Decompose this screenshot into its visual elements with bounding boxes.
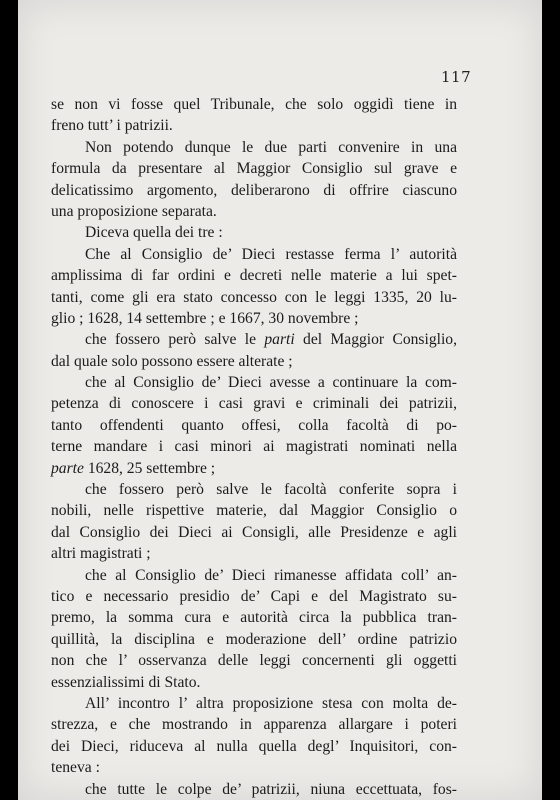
text-line: [51, 393, 457, 414]
text-line-main: che al Consiglio de’ Dieci rimanesse affidata coll’ an-: [85, 566, 457, 584]
text-line-main: premo, la somma cura e autorità circa la pubblica tran-: [51, 609, 457, 627]
body-text: [51, 94, 457, 800]
text-line-main: che fossero però salve le facoltà conferite sopra i: [85, 481, 457, 499]
text-line: [51, 500, 457, 521]
italic-term: parte: [51, 459, 84, 477]
text-line-main: strezza, e che mostrando in apparenza allargare i poteri: [51, 716, 457, 734]
text-line-main: una proposizione separata.: [51, 202, 217, 220]
text-line-main: delicatissimo argomento, deliberarono di offrire ciascuno: [51, 181, 457, 199]
page-number: 117: [441, 68, 472, 86]
text-line-main: che tutte le colpe de’ patrizii, niuna eccettuata, fos-: [85, 780, 457, 798]
text-line: [51, 672, 457, 693]
text-line: [51, 180, 457, 201]
text-line: [51, 757, 457, 778]
text-line: [51, 308, 457, 329]
text-line-main: dei Dieci, riduceva al nulla quella degl’ Inquisitori, con-: [51, 737, 457, 755]
text-line-main: teneva :: [51, 759, 100, 777]
text-line-main: tanti, come gli era stato concesso con le leggi 1335, 20 lu-: [51, 288, 457, 306]
text-line-main: terne mandare i casi minori ai magistrati nominati nella: [51, 438, 457, 456]
text-line-main: essenzialissimi di Stato.: [51, 673, 201, 691]
text-line-main: amplissima di far ordini e decreti nelle materie a lui spet-: [51, 267, 457, 285]
text-line: [51, 736, 457, 757]
text-line-main: Diceva quella dei tre :: [85, 224, 223, 242]
text-line-main: Non potendo dunque le due parti convenire in una: [85, 138, 457, 156]
book-page: [18, 0, 542, 800]
text-line-main: altri magistrati ;: [51, 545, 151, 563]
text-line-main: tico e necessario presidio de’ Capi e del Magistrato su-: [51, 587, 457, 605]
text-line: [51, 329, 457, 350]
text-line: [51, 244, 457, 265]
text-line: [51, 137, 457, 158]
text-line: [51, 158, 457, 179]
scan-edge-shadow: [0, 0, 6, 800]
text-line: [51, 629, 457, 650]
text-line: [51, 479, 457, 500]
text-line: [51, 94, 457, 115]
text-line: [51, 265, 457, 286]
text-line: [51, 415, 457, 436]
text-line-main: formula da presentare al Maggior Consiglio sul grave e: [51, 160, 457, 178]
text-line: [51, 543, 457, 564]
text-line-main: Che al Consiglio de’ Dieci restasse ferma l’ autorità: [85, 245, 457, 263]
text-line: [51, 586, 457, 607]
text-line-main: petenza di conoscere i casi gravi e criminali dei patrizii,: [51, 395, 457, 413]
text-line-main: All’ incontro l’ altra proposizione stesa con molta de-: [85, 694, 457, 712]
text-line: [51, 458, 457, 479]
text-line: [51, 522, 457, 543]
text-line: [51, 372, 457, 393]
text-line-main: quillità, la disciplina e moderazione dell’ ordine patrizio: [51, 630, 457, 648]
text-line-main: che fossero però salve le: [85, 331, 265, 349]
text-line-main: tanto offendenti quanto offesi, colla facoltà di po-: [51, 416, 457, 434]
text-line: [51, 565, 457, 586]
text-line-main: nobili, nelle rispettive materie, dal Maggior Consiglio o: [51, 502, 457, 520]
text-line: [51, 201, 457, 222]
text-line-main: se non vi fosse quel Tribunale, che solo oggidì tiene in: [51, 96, 457, 113]
text-line: [51, 779, 457, 800]
text-line: [51, 714, 457, 735]
text-line-rest: 1628, 25 settembre ;: [83, 459, 216, 477]
text-line-main: dal quale solo possono essere alterate ;: [51, 352, 293, 370]
text-line-main: non che l’ osservanza delle leggi concernenti gli oggetti: [51, 652, 457, 670]
text-line-main: freno tutt’ i patrizii.: [51, 117, 173, 135]
text-line-main: dal Consiglio dei Dieci ai Consigli, alle Presidenze e agli: [51, 523, 457, 541]
text-line: [51, 436, 457, 457]
text-line: [51, 607, 457, 628]
italic-term: parti: [264, 331, 295, 349]
text-line-rest: del Maggior Consiglio,: [294, 331, 457, 349]
text-line: [51, 222, 457, 243]
text-line: [51, 287, 457, 308]
text-line: [51, 693, 457, 714]
text-line-main: che al Consiglio de’ Dieci avesse a continuare la com-: [85, 374, 457, 392]
text-line: [51, 115, 457, 136]
text-line: [51, 650, 457, 671]
text-line-main: glio ; 1628, 14 settembre ; e 1667, 30 novembre ;: [51, 309, 359, 327]
text-line: [51, 351, 457, 372]
